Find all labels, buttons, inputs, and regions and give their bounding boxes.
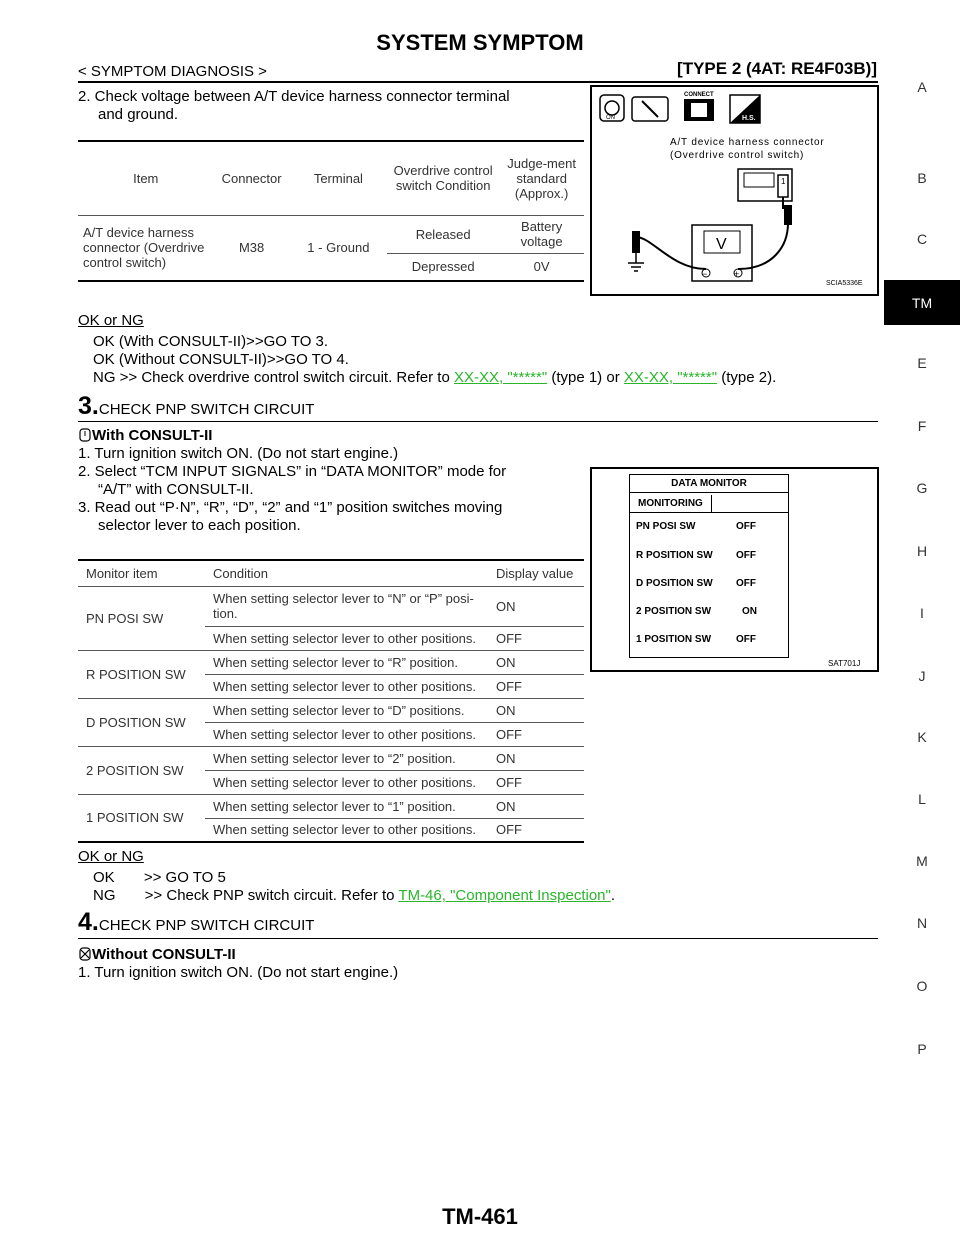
step3-ok-ng-heading: OK or NG xyxy=(78,848,144,865)
step2-line1: 2. Check voltage between A/T device harness connector terminal xyxy=(78,88,510,105)
side-index-f[interactable]: F xyxy=(917,418,927,434)
step2-ok-ng-heading: OK or NG xyxy=(78,312,144,329)
td-condition: When setting selector lever to “2” position. xyxy=(213,750,456,766)
td-monitor-item: PN POSI SW xyxy=(86,610,164,626)
side-index-c[interactable]: C xyxy=(916,231,928,247)
side-index-b[interactable]: B xyxy=(917,170,927,186)
side-index-j[interactable]: J xyxy=(918,668,926,684)
step2-line2: and ground. xyxy=(98,106,179,123)
pnp-monitor-table xyxy=(78,559,584,843)
th-condition: Condition xyxy=(213,565,268,581)
td-display-value: OFF xyxy=(496,822,522,838)
td-monitor-item: D POSITION SW xyxy=(86,714,186,730)
step3-line4: 3. Read out “P·N”, “R”, “D”, “2” and “1” position switches moving xyxy=(78,499,503,516)
side-index-n[interactable]: N xyxy=(916,915,928,931)
td-display-value: OFF xyxy=(496,678,522,694)
step2-ng-mid: (type 1) or xyxy=(551,369,620,386)
side-index-e[interactable]: E xyxy=(917,355,927,371)
step4-number: 4. xyxy=(78,908,99,936)
step4-rule xyxy=(78,938,878,939)
td-condition-released: Released xyxy=(415,226,471,242)
side-index-o[interactable]: O xyxy=(916,978,928,994)
td-standard-battery: Battery voltage xyxy=(520,219,563,249)
fig-terminal-no: 1 xyxy=(781,177,786,186)
monitor-code: SAT701J xyxy=(828,659,861,668)
td-condition: When setting selector lever to other positions. xyxy=(213,726,477,742)
step3-title: CHECK PNP SWITCH CIRCUIT xyxy=(98,401,315,418)
td-display-value: ON xyxy=(496,702,516,718)
td-display-value: ON xyxy=(496,798,516,814)
step2-ng-suffix: (type 2). xyxy=(721,369,777,386)
th-monitor-item: Monitor item xyxy=(86,565,158,581)
type-label: [TYPE 2 (4AT: RE4F03B)] xyxy=(677,59,877,78)
probe-wires xyxy=(628,205,792,271)
th-terminal: Terminal xyxy=(313,170,363,186)
monitor-row-name: D POSITION SW xyxy=(636,578,713,589)
monitor-row-val: OFF xyxy=(736,521,756,532)
th-condition: Overdrive control switch Condition xyxy=(393,163,493,194)
step3-heading xyxy=(78,392,314,421)
td-condition-cont: tion. xyxy=(213,606,238,621)
voltage-check-table xyxy=(78,140,584,282)
monitor-row-name: R POSITION SW xyxy=(636,550,713,561)
no-consult-icon xyxy=(78,947,92,961)
step2-ng-link-type2[interactable]: XX-XX, "*****" xyxy=(623,369,718,386)
step4-mode-label: Without CONSULT-II xyxy=(92,946,236,963)
td-condition: When setting selector lever to other positions. xyxy=(213,678,477,694)
side-index-g[interactable]: G xyxy=(916,480,928,496)
td-display-value: OFF xyxy=(496,726,522,742)
step2-ng-line xyxy=(93,369,776,387)
fig-connect-label: CONNECT xyxy=(684,92,714,98)
td-condition: When setting selector lever to other positions. xyxy=(213,630,477,646)
step3-rule xyxy=(78,421,878,422)
td-display-value: OFF xyxy=(496,774,522,790)
data-monitor-figure xyxy=(590,467,879,672)
header-rule xyxy=(78,81,878,83)
step4-heading xyxy=(78,908,314,937)
step2-ok-without: OK (Without CONSULT-II)>>GO TO 4. xyxy=(93,351,349,368)
step3-ng-prefix: NG >> Check PNP switch circuit. Refer to xyxy=(93,887,395,904)
th-connector: Connector xyxy=(221,170,282,186)
monitor-row-val: OFF xyxy=(736,578,756,589)
step3-ng-link[interactable]: TM-46, "Component Inspection" xyxy=(398,887,611,904)
harness-connector-shape xyxy=(738,169,792,209)
step3-line2: 2. Select “TCM INPUT SIGNALS” in “DATA MONITOR” mode for xyxy=(78,463,507,480)
step3-line3: “A/T” with CONSULT-II. xyxy=(98,481,254,498)
td-item: A/T device harness connector (Overdrive control switch) xyxy=(83,225,205,271)
td-condition: When setting selector lever to other positions. xyxy=(213,822,477,838)
side-index-p[interactable]: P xyxy=(917,1041,927,1057)
td-standard-0v: 0V xyxy=(533,259,550,275)
page-title: SYSTEM SYMPTOM xyxy=(376,30,584,55)
th-standard: Judge-ment standard (Approx.) xyxy=(507,155,576,201)
td-display-value: OFF xyxy=(496,630,522,646)
step3-ng-suffix: . xyxy=(610,887,615,904)
th-item: Item xyxy=(133,170,159,186)
monitor-row-val: OFF xyxy=(736,550,756,561)
side-index-m[interactable]: M xyxy=(916,853,928,869)
side-index-k[interactable]: K xyxy=(917,729,927,745)
step3-ok: OK >> GO TO 5 xyxy=(93,869,226,886)
fig-plus: + xyxy=(734,269,740,279)
monitor-row-name: 2 POSITION SW xyxy=(636,606,712,617)
th-display-value: Display value xyxy=(496,565,574,581)
td-condition: When setting selector lever to “1” position. xyxy=(213,798,456,814)
step4-mode xyxy=(78,946,236,964)
side-index-i[interactable]: I xyxy=(920,605,924,621)
td-monitor-item: R POSITION SW xyxy=(86,666,186,682)
td-condition: When setting selector lever to “D” positions. xyxy=(213,702,465,718)
monitor-row-name: 1 POSITION SW xyxy=(636,634,712,645)
step4-line1: 1. Turn ignition switch ON. (Do not start engine.) xyxy=(78,964,399,981)
consult-icon xyxy=(78,428,92,442)
td-terminal: 1 - Ground xyxy=(307,240,370,256)
monitor-screen xyxy=(629,474,789,658)
monitor-row-val: OFF xyxy=(736,634,756,645)
harness-connector-figure xyxy=(590,85,879,296)
fig-caption-2: (Overdrive control switch) xyxy=(670,150,805,161)
engine-icon xyxy=(632,97,668,121)
step2-ng-link-type1[interactable]: XX-XX, "*****" xyxy=(453,369,548,386)
td-connector: M38 xyxy=(238,240,265,256)
td-condition: When setting selector lever to other positions. xyxy=(213,774,477,790)
fig-code: SCIA5336E xyxy=(826,280,863,287)
td-monitor-item: 1 POSITION SW xyxy=(86,810,184,826)
side-index-h[interactable]: H xyxy=(916,543,928,559)
td-display-value: ON xyxy=(496,654,516,670)
td-monitor-item: 2 POSITION SW xyxy=(86,762,184,778)
step3-mode-label: With CONSULT-II xyxy=(92,427,213,444)
td-display-value: ON xyxy=(496,750,516,766)
fig-caption-1: A/T device harness connector xyxy=(670,137,825,148)
fig-minus: − xyxy=(702,269,708,279)
monitor-row-val: ON xyxy=(742,606,757,617)
step4-title: CHECK PNP SWITCH CIRCUIT xyxy=(98,917,315,934)
side-index-a[interactable]: A xyxy=(917,79,927,95)
monitor-title: DATA MONITOR xyxy=(630,475,788,493)
step3-ng-line xyxy=(93,887,615,905)
harness-diagram-svg xyxy=(592,87,877,294)
td-display-value: ON xyxy=(496,598,516,614)
td-condition-depressed: Depressed xyxy=(411,259,475,275)
fig-meter-label: V xyxy=(716,236,727,253)
section-label: < SYMPTOM DIAGNOSIS > xyxy=(78,63,267,80)
connect-icon xyxy=(684,99,714,121)
fig-hs-label: H.S. xyxy=(742,115,756,122)
step3-mode xyxy=(78,427,212,445)
side-index-tm-active[interactable] xyxy=(884,280,960,325)
fig-on-label: ON xyxy=(606,115,615,121)
step3-line1: 1. Turn ignition switch ON. (Do not start engine.) xyxy=(78,445,399,462)
td-condition: When setting selector lever to “R” position. xyxy=(213,654,458,670)
td-condition: When setting selector lever to “N” or “P” posi- xyxy=(213,591,474,606)
monitor-tab[interactable]: MONITORING xyxy=(630,495,712,513)
monitor-row-name: PN POSI SW xyxy=(636,521,696,532)
step2-ok-with: OK (With CONSULT-II)>>GO TO 3. xyxy=(93,333,329,350)
page-number: TM-461 xyxy=(442,1204,518,1229)
side-index-tm-label: TM xyxy=(911,294,933,311)
voltmeter xyxy=(692,225,752,281)
step3-line5: selector lever to each position. xyxy=(98,517,301,534)
step3-number: 3. xyxy=(78,392,99,420)
step2-ng-prefix: NG >> Check overdrive control switch circuit. Refer to xyxy=(93,369,450,386)
side-index-l[interactable]: L xyxy=(918,791,926,807)
